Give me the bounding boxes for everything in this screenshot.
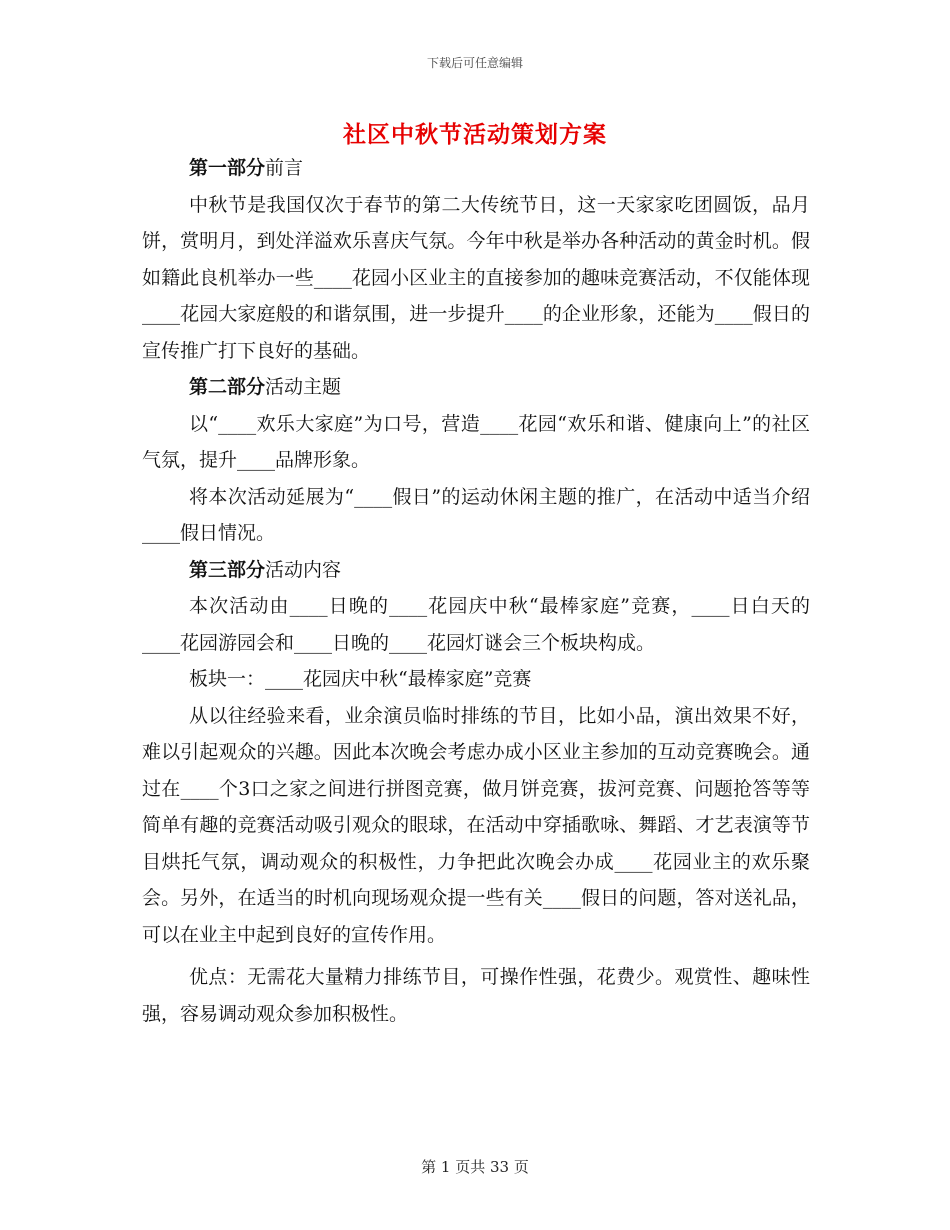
document-title: 社区中秋节活动策划方案 <box>343 121 607 148</box>
section-name: 前言 <box>265 157 304 179</box>
paragraph: 板块一：____花园庆中秋“最棒家庭”竞赛 <box>189 668 532 690</box>
section-label: 第三部分 <box>189 558 266 581</box>
section-heading-2 <box>142 369 810 406</box>
paragraph: 中秋节是我国仅次于春节的第二大传统节日，这一天家家吃团圆饭，品月饼，赏明月，到处洋溢欢乐喜庆气氛。今年中秋是举办各种活动的黄金时机。假如籍此良机举办一些____花园小区业主的直接参加的趣味竞赛活动，不仅能体现____花园大家庭般的和谐氛围，进一步提升____的企业形象，还能为____假日的宣传推广打下良好的基础。 <box>142 193 810 362</box>
page-footer: 第 1 页共 33 页 <box>421 1158 529 1176</box>
section-name: 活动内容 <box>265 558 342 581</box>
page-header: 下载后可任意编辑 <box>426 56 523 70</box>
paragraph: 本次活动由____日晚的____花园庆中秋“最棒家庭”竞赛，____日白天的____花园游园会和____日晚的____花园灯谜会三个板块构成。 <box>142 595 810 654</box>
paragraph: 将本次活动延展为“____假日”的运动休闲主题的推广，在活动中适当介绍____假日情况。 <box>142 485 810 544</box>
paragraph: 从以往经验来看，业余演员临时排练的节目，比如小品，演出效果不好，难以引起观众的兴趣。因此本次晚会考虑办成小区业主参加的互动竞赛晚会。通过在____个3口之家之间进行拼图竞赛，做月饼竞赛，拔河竞赛、问题抢答等等简单有趣的竞赛活动吸引观众的眼球，在活动中穿插歌咏、舞蹈、才艺表演等节目烘托气氛，调动观众的积极性，力争把此次晚会办成____花园业主的欢乐聚会。另外，在适当的时机向现场观众提一些有关____假日的问题，答对送礼品，可以在业主中起到良好的宣传作用。 <box>142 704 810 946</box>
section-heading-3 <box>142 552 810 589</box>
document-body <box>142 150 810 1032</box>
section-label: 第二部分 <box>189 376 266 398</box>
paragraph: 优点：无需花大量精力排练节目，可操作性强，花费少。观赏性、趣味性强，容易调动观众参加积极性。 <box>142 966 810 1025</box>
section-name: 活动主题 <box>265 376 342 398</box>
section-heading-1 <box>142 150 810 187</box>
paragraph: 以“____欢乐大家庭”为口号，营造____花园“欢乐和谐、健康向上”的社区气氛，提升____品牌形象。 <box>142 412 810 471</box>
section-label: 第一部分 <box>189 157 266 179</box>
